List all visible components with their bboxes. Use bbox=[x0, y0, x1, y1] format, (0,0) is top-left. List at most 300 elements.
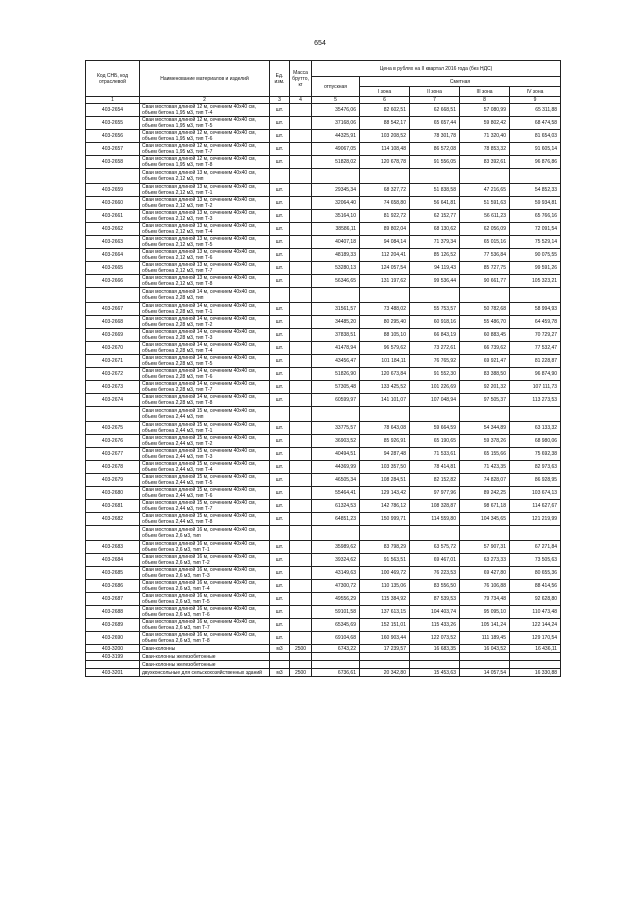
cell-z2: 114 559,80 bbox=[410, 513, 460, 526]
cell-name: Сваи мостовая длиной 15 м, сечением 40х40 см, объем бетона 2,44 м3, тип Т-8 bbox=[140, 513, 270, 526]
cell-otpusk: 49067,05 bbox=[312, 143, 360, 156]
cell-name: Сваи мостовая длиной 15 м, сечением 40х40 см, объем бетона 2,44 м3, тип Т-1 bbox=[140, 422, 270, 435]
cell-code: 403-2682 bbox=[86, 513, 140, 526]
cell-z2: 91 552,30 bbox=[410, 368, 460, 381]
cell-otpusk: 36903,52 bbox=[312, 435, 360, 448]
cell-unit: шт. bbox=[270, 619, 290, 632]
cell-name: Сваи мостовая длиной 14 м, сечением 40х40 см, объем бетона 2,28 м3, тип Т-2 bbox=[140, 316, 270, 329]
cell-name: Сваи мостовая длиной 13 м, сечением 40х40 см, объем бетона 2,12 м3, тип Т-1 bbox=[140, 184, 270, 197]
table-row bbox=[86, 653, 561, 661]
cell-otpusk: 43149,63 bbox=[312, 567, 360, 580]
cell-z4: 129 170,54 bbox=[510, 632, 561, 645]
cell-code: 403-2673 bbox=[86, 381, 140, 394]
cell-z1: 91 563,51 bbox=[360, 554, 410, 567]
cell-z3: 50 782,68 bbox=[460, 303, 510, 316]
cell-z1: 94 084,14 bbox=[360, 236, 410, 249]
cell-z4: 64 459,78 bbox=[510, 316, 561, 329]
cell-name: Сваи мостовая длиной 15 м, сечением 40х40 см, объем бетона 2,44 м3, тип Т-3 bbox=[140, 448, 270, 461]
cell-z3: 97 505,37 bbox=[460, 394, 510, 407]
cell-z4: 73 505,63 bbox=[510, 554, 561, 567]
cell-z2: 76 223,53 bbox=[410, 567, 460, 580]
cell-z1 bbox=[360, 407, 410, 422]
cell-name: Сваи мостовая длиной 13 м, сечением 40х40 см, объем бетона 2,12 м3, тип Т-3 bbox=[140, 210, 270, 223]
cell-name: Сваи мостовая длиной 16 м, сечением 40х40 см, объем бетона 2,6 м3, тип Т-4 bbox=[140, 580, 270, 593]
cell-z2 bbox=[410, 526, 460, 541]
cell-mass bbox=[290, 184, 312, 197]
table-row bbox=[86, 669, 561, 677]
table-row bbox=[86, 329, 561, 342]
table-row bbox=[86, 526, 561, 541]
cell-z2 bbox=[410, 653, 460, 661]
table-row bbox=[86, 661, 561, 669]
cell-z2: 56 641,81 bbox=[410, 197, 460, 210]
cell-code: 403-2654 bbox=[86, 104, 140, 117]
cell-otpusk: 44325,91 bbox=[312, 130, 360, 143]
cell-mass bbox=[290, 422, 312, 435]
cell-name: Сваи мостовая длиной 12 м, сечением 40х40 см, объем бетона 1,95 м3, тип Т-7 bbox=[140, 143, 270, 156]
cell-z1: 73 488,02 bbox=[360, 303, 410, 316]
cell-otpusk: 40407,18 bbox=[312, 236, 360, 249]
cell-z4: 86 928,95 bbox=[510, 474, 561, 487]
header-zone4: IV зона bbox=[510, 87, 561, 97]
cell-mass bbox=[290, 197, 312, 210]
cell-z3: 69 427,80 bbox=[460, 567, 510, 580]
cell-otpusk: 37168,06 bbox=[312, 117, 360, 130]
cell-mass bbox=[290, 316, 312, 329]
table-row bbox=[86, 169, 561, 184]
cell-unit: шт. bbox=[270, 513, 290, 526]
cell-z4: 88 414,56 bbox=[510, 580, 561, 593]
cell-otpusk: 51828,02 bbox=[312, 156, 360, 169]
cell-z1: 120 673,84 bbox=[360, 368, 410, 381]
cell-code: 403-2665 bbox=[86, 262, 140, 275]
cell-z4: 68 474,58 bbox=[510, 117, 561, 130]
table-row bbox=[86, 342, 561, 355]
cell-code: 403-2678 bbox=[86, 461, 140, 474]
cell-z2: 66 843,19 bbox=[410, 329, 460, 342]
price-table bbox=[85, 60, 561, 677]
table-row bbox=[86, 355, 561, 368]
cell-name: Сваи-колонны железобетонные bbox=[140, 661, 270, 669]
header-smetnaya: Сметная bbox=[360, 77, 561, 87]
page-number: 654 bbox=[314, 40, 326, 47]
cell-unit: м3 bbox=[270, 645, 290, 653]
cell-z3: 47 216,65 bbox=[460, 184, 510, 197]
cell-mass bbox=[290, 210, 312, 223]
cell-z4: 77 532,47 bbox=[510, 342, 561, 355]
cell-unit: шт. bbox=[270, 394, 290, 407]
cell-z4: 59 934,81 bbox=[510, 197, 561, 210]
cell-unit: шт. bbox=[270, 461, 290, 474]
table-row bbox=[86, 303, 561, 316]
cell-z2: 73 272,61 bbox=[410, 342, 460, 355]
cell-z3: 105 141,24 bbox=[460, 619, 510, 632]
cell-z3: 111 189,45 bbox=[460, 632, 510, 645]
cell-z2 bbox=[410, 169, 460, 184]
cell-z1: 129 143,42 bbox=[360, 487, 410, 500]
cell-z3: 77 536,84 bbox=[460, 249, 510, 262]
cell-otpusk: 53280,13 bbox=[312, 262, 360, 275]
cell-unit: шт. bbox=[270, 104, 290, 117]
cell-z4: 65 311,88 bbox=[510, 104, 561, 117]
cell-z1: 131 197,62 bbox=[360, 275, 410, 288]
cell-code: 403-2660 bbox=[86, 197, 140, 210]
cell-unit: шт. bbox=[270, 487, 290, 500]
cell-z1: 74 658,80 bbox=[360, 197, 410, 210]
cell-name: Сваи мостовая длиной 16 м, сечением 40х40 см, объем бетона 2,6 м3, тип bbox=[140, 526, 270, 541]
cell-unit: шт. bbox=[270, 593, 290, 606]
table-row bbox=[86, 368, 561, 381]
table-row bbox=[86, 461, 561, 474]
cell-otpusk bbox=[312, 661, 360, 669]
cell-z2: 87 539,53 bbox=[410, 593, 460, 606]
cell-z2 bbox=[410, 661, 460, 669]
cell-otpusk bbox=[312, 407, 360, 422]
cell-z1: 124 057,54 bbox=[360, 262, 410, 275]
cell-name: Сваи мостовая длиной 16 м, сечением 40х40 см, объем бетона 2,6 м3, тип Т-7 bbox=[140, 619, 270, 632]
cell-unit: шт. bbox=[270, 236, 290, 249]
cell-otpusk: 60599,97 bbox=[312, 394, 360, 407]
cell-z4: 91 605,14 bbox=[510, 143, 561, 156]
cell-z3: 55 486,70 bbox=[460, 316, 510, 329]
cell-z3: 59 378,26 bbox=[460, 435, 510, 448]
cell-code: 403-2683 bbox=[86, 541, 140, 554]
header-otpusk: отпускная bbox=[312, 77, 360, 97]
cell-mass bbox=[290, 104, 312, 117]
cell-otpusk bbox=[312, 288, 360, 303]
cell-code: 403-2687 bbox=[86, 593, 140, 606]
table-row bbox=[86, 288, 561, 303]
cell-unit: шт. bbox=[270, 316, 290, 329]
cell-z4 bbox=[510, 526, 561, 541]
cell-unit: шт. bbox=[270, 275, 290, 288]
cell-mass bbox=[290, 288, 312, 303]
cell-unit: шт. bbox=[270, 435, 290, 448]
cell-z2: 65 657,44 bbox=[410, 117, 460, 130]
cell-z1: 101 184,11 bbox=[360, 355, 410, 368]
cell-name: Сваи мостовая длиной 16 м, сечением 40х40 см, объем бетона 2,6 м3, тип Т-1 bbox=[140, 541, 270, 554]
cell-unit bbox=[270, 661, 290, 669]
cell-name: Сваи мостовая длиной 15 м, сечением 40х40 см, объем бетона 2,44 м3, тип Т-6 bbox=[140, 487, 270, 500]
cell-mass bbox=[290, 262, 312, 275]
cell-z4 bbox=[510, 653, 561, 661]
header-name: Наименование материалов и изделий bbox=[140, 61, 270, 97]
cell-name: Сваи мостовая длиной 12 м, сечением 40х40 см, объем бетона 1,95 м3, тип Т-6 bbox=[140, 130, 270, 143]
cell-unit: шт. bbox=[270, 262, 290, 275]
cell-z2: 78 414,81 bbox=[410, 461, 460, 474]
table-row bbox=[86, 381, 561, 394]
cell-name: Сваи мостовая длиной 13 м, сечением 40х40 см, объем бетона 2,12 м3, тип Т-6 bbox=[140, 249, 270, 262]
cell-otpusk: 59101,58 bbox=[312, 606, 360, 619]
cell-mass bbox=[290, 368, 312, 381]
cell-mass bbox=[290, 461, 312, 474]
cell-name: Сваи мостовая длиной 16 м, сечением 40х40 см, объем бетона 2,6 м3, тип Т-2 bbox=[140, 554, 270, 567]
cell-z1 bbox=[360, 169, 410, 184]
cell-z2: 99 536,44 bbox=[410, 275, 460, 288]
cell-name: Сваи мостовая длиной 15 м, сечением 40х40 см, объем бетона 2,44 м3, тип Т-5 bbox=[140, 474, 270, 487]
cell-z4 bbox=[510, 288, 561, 303]
cell-name: Сваи мостовая длиной 15 м, сечением 40х40 см, объем бетона 2,44 м3, тип Т-7 bbox=[140, 500, 270, 513]
cell-z2: 78 301,78 bbox=[410, 130, 460, 143]
cell-z3: 65 015,16 bbox=[460, 236, 510, 249]
cell-mass bbox=[290, 580, 312, 593]
cell-otpusk: 64851,23 bbox=[312, 513, 360, 526]
cell-z3: 51 591,63 bbox=[460, 197, 510, 210]
cell-code: 403-2661 bbox=[86, 210, 140, 223]
cell-z3: 57 080,99 bbox=[460, 104, 510, 117]
cell-mass bbox=[290, 355, 312, 368]
cell-z4: 81 654,03 bbox=[510, 130, 561, 143]
cell-unit bbox=[270, 526, 290, 541]
cell-z1: 78 643,08 bbox=[360, 422, 410, 435]
cell-code: 403-2658 bbox=[86, 156, 140, 169]
cell-name: Сваи мостовая длиной 14 м, сечением 40х40 см, объем бетона 2,28 м3, тип Т-8 bbox=[140, 394, 270, 407]
cell-z2: 82 152,82 bbox=[410, 474, 460, 487]
table-row bbox=[86, 316, 561, 329]
table-row bbox=[86, 223, 561, 236]
cell-code: 403-2666 bbox=[86, 275, 140, 288]
cell-z4: 81 228,87 bbox=[510, 355, 561, 368]
cell-z2: 86 572,08 bbox=[410, 143, 460, 156]
cell-z1: 142 786,12 bbox=[360, 500, 410, 513]
cell-otpusk: 61324,53 bbox=[312, 500, 360, 513]
cell-z4: 99 591,26 bbox=[510, 262, 561, 275]
cell-z3: 104 345,65 bbox=[460, 513, 510, 526]
cell-mass bbox=[290, 554, 312, 567]
cell-unit: шт. bbox=[270, 342, 290, 355]
cell-otpusk bbox=[312, 526, 360, 541]
cell-z3: 89 242,25 bbox=[460, 487, 510, 500]
cell-name: Сваи мостовая длиной 13 м, сечением 40х40 см, объем бетона 2,12 м3, тип Т-7 bbox=[140, 262, 270, 275]
table-row bbox=[86, 567, 561, 580]
cell-z3: 16 043,52 bbox=[460, 645, 510, 653]
col-index: 8 bbox=[460, 97, 510, 104]
cell-z2 bbox=[410, 288, 460, 303]
cell-z3: 62 056,09 bbox=[460, 223, 510, 236]
cell-z1: 103 208,52 bbox=[360, 130, 410, 143]
cell-name: Сваи мостовая длиной 16 м, сечением 40х40 см, объем бетона 2,6 м3, тип Т-8 bbox=[140, 632, 270, 645]
cell-z2: 16 683,35 bbox=[410, 645, 460, 653]
table-body bbox=[86, 104, 561, 677]
cell-code: 403-2663 bbox=[86, 236, 140, 249]
cell-code: 403-2674 bbox=[86, 394, 140, 407]
cell-name: Сваи мостовая длиной 13 м, сечением 40х40 см, объем бетона 2,12 м3, тип Т-8 bbox=[140, 275, 270, 288]
cell-mass bbox=[290, 156, 312, 169]
cell-code: 403-2675 bbox=[86, 422, 140, 435]
cell-code bbox=[86, 661, 140, 669]
cell-z3: 56 611,23 bbox=[460, 210, 510, 223]
cell-otpusk: 35476,06 bbox=[312, 104, 360, 117]
cell-code: 403-2685 bbox=[86, 567, 140, 580]
cell-mass bbox=[290, 381, 312, 394]
cell-code bbox=[86, 526, 140, 541]
cell-z1: 160 903,44 bbox=[360, 632, 410, 645]
cell-z1: 133 425,52 bbox=[360, 381, 410, 394]
cell-unit bbox=[270, 169, 290, 184]
cell-unit: м3 bbox=[270, 669, 290, 677]
table-row bbox=[86, 210, 561, 223]
table-row bbox=[86, 632, 561, 645]
cell-otpusk: 43456,47 bbox=[312, 355, 360, 368]
header-zone3: III зона bbox=[460, 87, 510, 97]
cell-z4: 72 091,54 bbox=[510, 223, 561, 236]
cell-z1: 80 295,40 bbox=[360, 316, 410, 329]
cell-z2: 65 190,65 bbox=[410, 435, 460, 448]
cell-z3: 83 388,50 bbox=[460, 368, 510, 381]
cell-z4: 92 628,80 bbox=[510, 593, 561, 606]
cell-name: Сваи мостовая длиной 13 м, сечением 40х40 см, объем бетона 2,12 м3, тип bbox=[140, 169, 270, 184]
cell-z2: 71 533,61 bbox=[410, 448, 460, 461]
cell-z2: 62 152,77 bbox=[410, 210, 460, 223]
cell-name: Сваи мостовая длиной 15 м, сечением 40х40 см, объем бетона 2,44 м3, тип Т-4 bbox=[140, 461, 270, 474]
cell-unit: шт. bbox=[270, 474, 290, 487]
cell-name: Сваи мостовая длиной 14 м, сечением 40х40 см, объем бетона 2,28 м3, тип Т-4 bbox=[140, 342, 270, 355]
cell-mass bbox=[290, 249, 312, 262]
cell-z2: 108 328,87 bbox=[410, 500, 460, 513]
cell-z1: 17 239,57 bbox=[360, 645, 410, 653]
cell-unit: шт. bbox=[270, 355, 290, 368]
cell-z2: 60 918,16 bbox=[410, 316, 460, 329]
cell-unit: шт. bbox=[270, 143, 290, 156]
cell-otpusk: 6743,22 bbox=[312, 645, 360, 653]
cell-z1: 100 469,72 bbox=[360, 567, 410, 580]
cell-z1 bbox=[360, 288, 410, 303]
cell-z4: 16 330,88 bbox=[510, 669, 561, 677]
cell-z4: 65 766,16 bbox=[510, 210, 561, 223]
col-index: 7 bbox=[410, 97, 460, 104]
cell-otpusk: 57305,48 bbox=[312, 381, 360, 394]
cell-z3: 14 057,54 bbox=[460, 669, 510, 677]
cell-z1: 88 542,17 bbox=[360, 117, 410, 130]
cell-unit: шт. bbox=[270, 210, 290, 223]
cell-mass bbox=[290, 632, 312, 645]
cell-z2: 68 130,62 bbox=[410, 223, 460, 236]
cell-code: 403-2672 bbox=[86, 368, 140, 381]
cell-otpusk: 6736,61 bbox=[312, 669, 360, 677]
header-unit: Ед. изм. bbox=[270, 61, 290, 97]
table-row bbox=[86, 500, 561, 513]
table-row bbox=[86, 275, 561, 288]
col-index: 4 bbox=[290, 97, 312, 104]
col-index: 9 bbox=[510, 97, 561, 104]
cell-otpusk: 47300,72 bbox=[312, 580, 360, 593]
cell-name: Сваи мостовая длиной 12 м, сечением 40х40 см, объем бетона 1,95 м3, тип Т-5 bbox=[140, 117, 270, 130]
table-row bbox=[86, 143, 561, 156]
cell-z1: 81 922,72 bbox=[360, 210, 410, 223]
table-row bbox=[86, 156, 561, 169]
cell-z2: 85 126,52 bbox=[410, 249, 460, 262]
cell-z1: 112 204,41 bbox=[360, 249, 410, 262]
cell-name: Сваи мостовая длиной 16 м, сечением 40х40 см, объем бетона 2,6 м3, тип Т-3 bbox=[140, 567, 270, 580]
cell-z1: 83 798,29 bbox=[360, 541, 410, 554]
cell-code: 403-2668 bbox=[86, 316, 140, 329]
cell-code bbox=[86, 169, 140, 184]
cell-mass bbox=[290, 526, 312, 541]
cell-mass bbox=[290, 661, 312, 669]
cell-z3: 71 423,35 bbox=[460, 461, 510, 474]
cell-z3: 85 727,75 bbox=[460, 262, 510, 275]
cell-name: Сваи мостовая длиной 12 м, сечением 40х40 см, объем бетона 1,95 м3, тип Т-8 bbox=[140, 156, 270, 169]
cell-mass: 2500 bbox=[290, 669, 312, 677]
cell-unit: шт. bbox=[270, 368, 290, 381]
cell-z1: 68 327,72 bbox=[360, 184, 410, 197]
cell-name: Сваи-колонны железобетонные bbox=[140, 653, 270, 661]
cell-mass bbox=[290, 593, 312, 606]
cell-z3 bbox=[460, 661, 510, 669]
cell-unit: шт. bbox=[270, 580, 290, 593]
cell-mass bbox=[290, 275, 312, 288]
cell-otpusk: 32064,40 bbox=[312, 197, 360, 210]
cell-z2: 97 977,96 bbox=[410, 487, 460, 500]
col-index: 5 bbox=[312, 97, 360, 104]
table-row bbox=[86, 130, 561, 143]
cell-code: 403-2656 bbox=[86, 130, 140, 143]
cell-name: Сваи мостовая длиной 14 м, сечением 40х40 см, объем бетона 2,28 м3, тип Т-7 bbox=[140, 381, 270, 394]
cell-unit: шт. bbox=[270, 632, 290, 645]
cell-code: 403-2659 bbox=[86, 184, 140, 197]
cell-otpusk: 38586,11 bbox=[312, 223, 360, 236]
cell-otpusk: 39324,62 bbox=[312, 554, 360, 567]
cell-z2: 15 453,63 bbox=[410, 669, 460, 677]
cell-z4: 16 436,11 bbox=[510, 645, 561, 653]
cell-mass bbox=[290, 223, 312, 236]
table-row bbox=[86, 619, 561, 632]
cell-otpusk: 65345,69 bbox=[312, 619, 360, 632]
cell-z3: 95 095,10 bbox=[460, 606, 510, 619]
cell-mass bbox=[290, 329, 312, 342]
cell-z3: 98 671,18 bbox=[460, 500, 510, 513]
cell-z1 bbox=[360, 653, 410, 661]
cell-code: 403-2670 bbox=[86, 342, 140, 355]
cell-z4: 107 111,73 bbox=[510, 381, 561, 394]
cell-z4: 90 075,55 bbox=[510, 249, 561, 262]
cell-z4: 103 674,13 bbox=[510, 487, 561, 500]
header-code: Код СНБ, код отраслевой bbox=[86, 61, 140, 97]
cell-code: 403-2690 bbox=[86, 632, 140, 645]
cell-name: Сваи мостовая длиной 16 м, сечением 40х40 см, объем бетона 2,6 м3, тип Т-6 bbox=[140, 606, 270, 619]
cell-z3 bbox=[460, 407, 510, 422]
cell-code: 403-2681 bbox=[86, 500, 140, 513]
cell-code: 403-3199 bbox=[86, 653, 140, 661]
cell-name: Сваи мостовая длиной 14 м, сечением 40х40 см, объем бетона 2,28 м3, тип Т-1 bbox=[140, 303, 270, 316]
cell-otpusk: 35989,62 bbox=[312, 541, 360, 554]
cell-z4: 67 271,84 bbox=[510, 541, 561, 554]
cell-code: 403-2688 bbox=[86, 606, 140, 619]
cell-z4: 105 323,21 bbox=[510, 275, 561, 288]
col-index: 6 bbox=[360, 97, 410, 104]
cell-unit: шт. bbox=[270, 130, 290, 143]
cell-name: Сваи мостовая длиной 13 м, сечением 40х40 см, объем бетона 2,12 м3, тип Т-2 bbox=[140, 197, 270, 210]
cell-z4: 110 473,48 bbox=[510, 606, 561, 619]
table-row bbox=[86, 580, 561, 593]
cell-unit: шт. bbox=[270, 329, 290, 342]
cell-z4: 122 144,24 bbox=[510, 619, 561, 632]
cell-unit: шт. bbox=[270, 554, 290, 567]
cell-code: 403-2671 bbox=[86, 355, 140, 368]
cell-z1: 89 802,04 bbox=[360, 223, 410, 236]
cell-mass bbox=[290, 236, 312, 249]
cell-z1: 152 151,01 bbox=[360, 619, 410, 632]
cell-z2 bbox=[410, 407, 460, 422]
cell-otpusk: 69104,68 bbox=[312, 632, 360, 645]
cell-mass bbox=[290, 541, 312, 554]
cell-mass bbox=[290, 117, 312, 130]
cell-code: 403-2677 bbox=[86, 448, 140, 461]
cell-name: Сваи мостовая длиной 14 м, сечением 40х40 см, объем бетона 2,28 м3, тип bbox=[140, 288, 270, 303]
cell-unit: шт. bbox=[270, 117, 290, 130]
cell-otpusk: 35164,10 bbox=[312, 210, 360, 223]
table-row bbox=[86, 487, 561, 500]
